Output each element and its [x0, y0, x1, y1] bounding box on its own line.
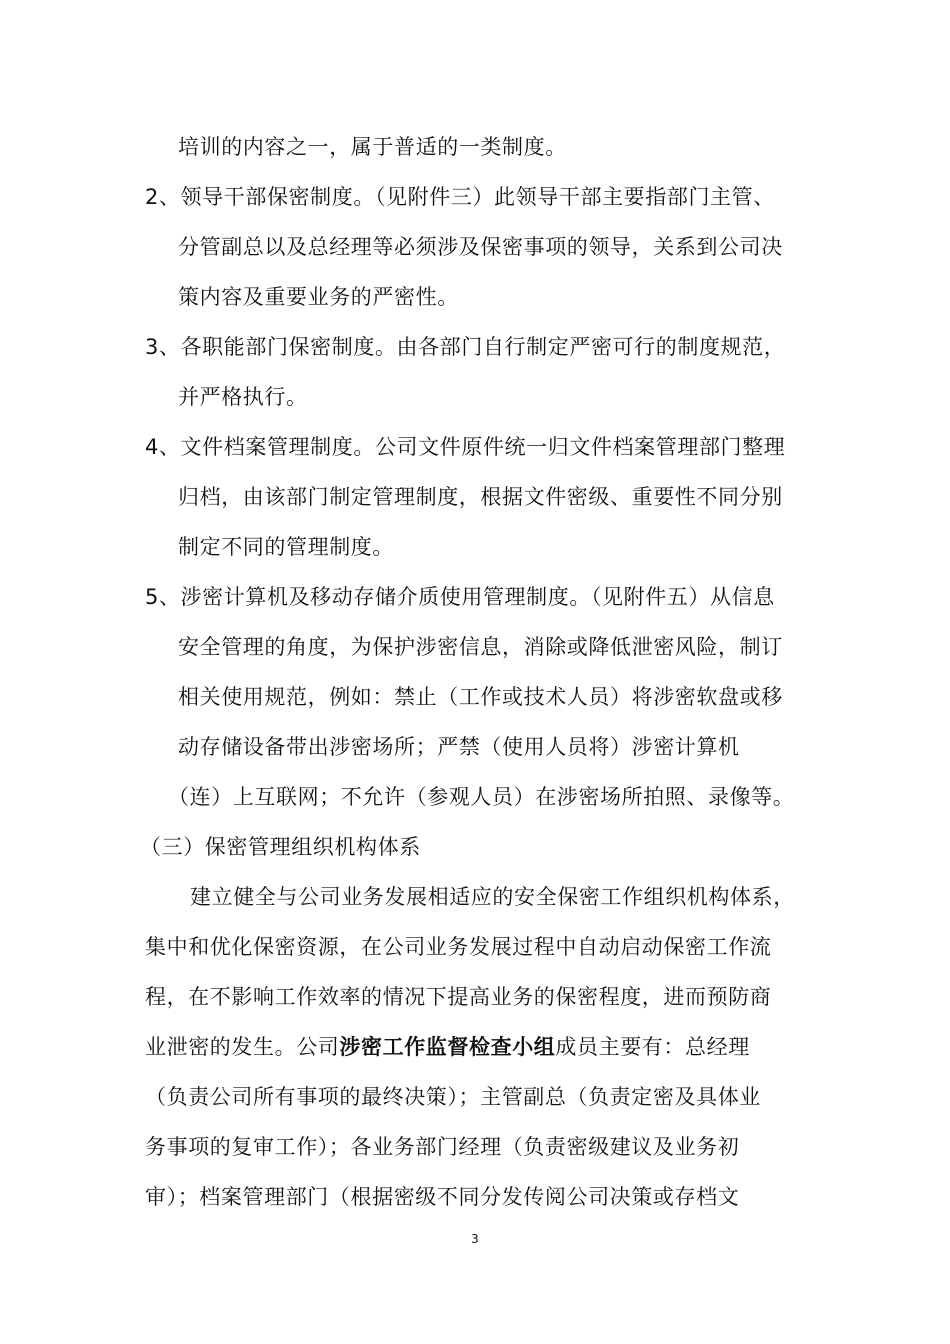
text-line: 4、文件档案管理制度。公司文件原件统一归文件档案管理部门整理: [145, 435, 786, 459]
text-line: 3、各职能部门保密制度。由各部门自行制定严密可行的制度规范，: [145, 335, 786, 359]
bold-term: 涉密工作监督检查小组: [339, 1035, 556, 1059]
text-line: [145, 1032, 750, 1062]
text-line: 分管副总以及总经理等必须涉及保密事项的领导，关系到公司决: [178, 235, 783, 259]
text-line: 建立健全与公司业务发展相适应的安全保密工作组织机构体系，: [190, 885, 795, 909]
text-line: 安全管理的角度，为保护涉密信息，消除或降低泄密风险，制订: [178, 635, 783, 659]
text-line: 制定不同的管理制度。: [178, 535, 394, 559]
text-line: （连）上互联网；不允许（参观人员）在涉密场所拍照、录像等。: [168, 785, 795, 809]
text-line: （负责公司所有事项的最终决策）；主管副总（负责定密及具体业: [145, 1085, 761, 1109]
text-line: 动存储设备带出涉密场所；严禁（使用人员将）涉密计算机: [178, 735, 740, 759]
text-run: 成员主要有：总经理: [555, 1035, 750, 1059]
text-line: 归档，由该部门制定管理制度，根据文件密级、重要性不同分别: [178, 485, 783, 509]
text-line: 相关使用规范，例如：禁止（工作或技术人员）将涉密软盘或移: [178, 685, 783, 709]
page-number: 3: [471, 1232, 479, 1246]
text-line: 集中和优化保密资源，在公司业务发展过程中自动启动保密工作流: [145, 935, 772, 959]
text-line: 培训的内容之一，属于普适的一类制度。: [178, 135, 567, 159]
text-line: 2、领导干部保密制度。（见附件三）此领导干部主要指部门主管、: [145, 185, 775, 209]
text-run: 业泄密的发生。公司: [145, 1035, 340, 1059]
text-line: 5、涉密计算机及移动存储介质使用管理制度。（见附件五）从信息: [145, 585, 775, 609]
text-line: 审）；档案管理部门（根据密级不同分发传阅公司决策或存档文: [145, 1185, 740, 1209]
text-line: 程，在不影响工作效率的情况下提高业务的保密程度，进而预防商: [145, 985, 772, 1009]
text-line: 务事项的复审工作）；各业务部门经理（负责密级建议及业务初: [145, 1135, 740, 1159]
text-line: 并严格执行。: [178, 385, 308, 409]
text-line: 策内容及重要业务的严密性。: [178, 285, 459, 309]
section-heading: （三）保密管理组织机构体系: [140, 835, 421, 859]
